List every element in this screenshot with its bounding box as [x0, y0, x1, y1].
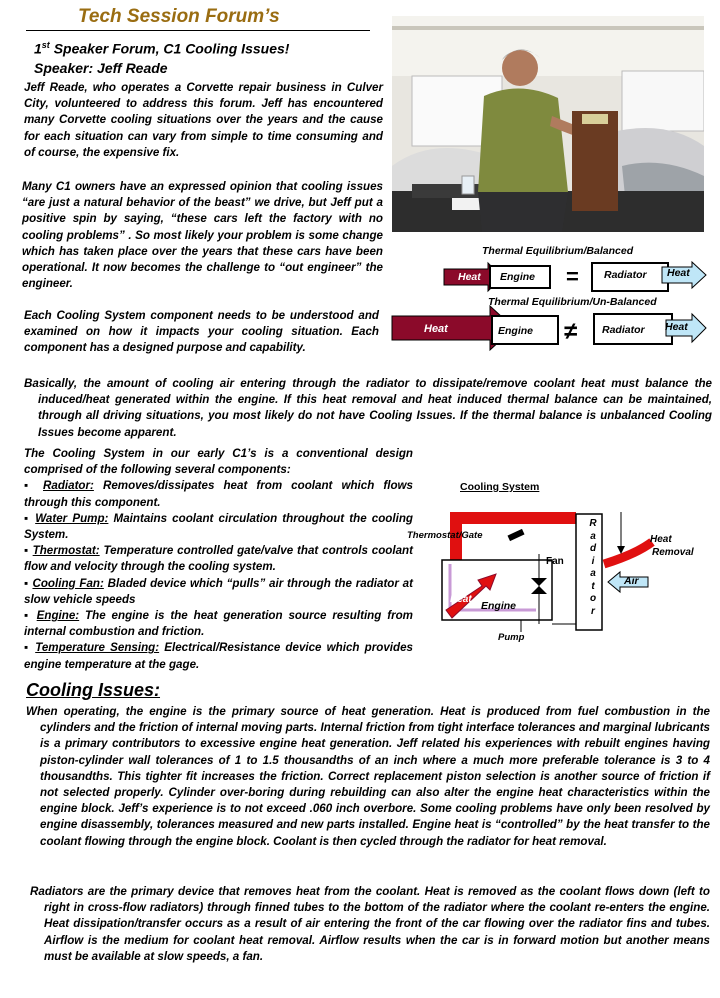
bullet: ▪ — [24, 641, 36, 655]
component-description: Temperature controlled gate/valve that controls coolant flow and velocity through the cooling system. — [24, 544, 413, 574]
component-description: Maintains coolant circulation throughout the cooling System. — [24, 511, 413, 542]
radiator-letter: R — [589, 518, 597, 529]
component-term: Engine: — [36, 609, 80, 623]
intro-paragraph-3: Each Cooling System component needs to be understood and examined on how it impacts your cooling situation. Each component has a designed purpose and capability. — [24, 309, 379, 355]
radiator-letter: a — [590, 530, 596, 542]
unbalanced-heat-label: Heat — [424, 323, 448, 335]
component-description: Removes/dissipates heat from coolant which flows through this component. — [24, 479, 413, 509]
balanced-heat-out-label: Heat — [667, 267, 690, 279]
component-description: Electrical/Resistance device which provides engine temperature at the gage. — [24, 641, 413, 671]
component-item — [24, 576, 413, 608]
component-item — [24, 608, 413, 640]
diagram-engine-label: Engine — [481, 600, 517, 612]
bullet: ▪ — [24, 511, 36, 525]
radiator-letter: a — [590, 568, 596, 579]
component-term: Radiator: — [43, 479, 94, 493]
component-term: Temperature Sensing: — [35, 641, 160, 655]
component-term: Cooling Fan: — [32, 576, 104, 590]
heat-removal-label-1: Heat — [650, 534, 672, 545]
air-label: Air — [624, 575, 639, 587]
component-term: Water Pump: — [35, 511, 109, 525]
not-equals-sign: ≠ — [564, 318, 578, 345]
component-description: Bladed device which “pulls” air through the radiator at slow vehicle speeds — [24, 576, 413, 606]
balanced-engine-label: Engine — [500, 271, 536, 283]
forum-subtitle: 1st Speaker Forum, C1 Cooling Issues! — [34, 40, 290, 57]
balanced-radiator-label: Radiator — [604, 269, 647, 281]
component-item — [24, 511, 413, 543]
radiator-letter: o — [589, 593, 597, 604]
radiator-letter: i — [591, 555, 595, 567]
unbalanced-engine-label: Engine — [498, 325, 534, 337]
diagram-heat-label: Heat — [450, 594, 472, 605]
cooling-system-diagram — [416, 494, 716, 650]
cooling-issues-title: Cooling Issues: — [26, 680, 161, 700]
fan-label: Fan — [546, 556, 564, 567]
components-intro: The Cooling System in our early C1’s is a conventional design comprised of the following several components: — [24, 447, 413, 477]
component-description: The engine is the heat generation source resulting from internal combustion and friction. — [24, 609, 413, 639]
title-underline — [26, 30, 370, 31]
unbalanced-title: Thermal Equilibrium/Un-Balanced — [488, 296, 657, 308]
thermostat-label: Thermostat/Gate — [407, 530, 483, 541]
radiator-letter: d — [589, 543, 597, 554]
radiator-label — [580, 518, 606, 618]
component-item — [24, 478, 413, 510]
cooling-issues-paragraph-1: When operating, the engine is the primary source of heat generation. Heat is produced from fuel combustion in the cylinders and the friction of internal moving parts. Internal friction from tight interface tolerances and marginal lubricants is a primary contributors to excessive engine heat generation. Jeff related his experiences with rebuilt engines having piston-cylinder wall tolerances of 1 to 1.5 thousandths of an inch where a much more preferable tolerance is 3 to 4 thousandths. This tighter fit increases the friction. Correct replacement piston selection is another source of friction if not selected properly. Cylinder over-boring during rebuilding can also alter the engine heat characteristics within the engine block. Jeff’s experience is to not exceed .060 inch overbore. Some cooling problems have only been resolved by engine disassembly, tolerances measured and new parts installed. Engine heat is “controlled” by the heat transfer to the coolant flowing through the engine block. Coolant is then cycled through the radiator for heat removal. — [26, 705, 710, 848]
bullet: ▪ — [24, 609, 37, 623]
balanced-heat-label: Heat — [458, 271, 481, 283]
components-section — [24, 446, 413, 673]
heat-removal-label-2: Removal — [652, 547, 694, 558]
intro-paragraph-1: Jeff Reade, who operates a Corvette repair business in Culver City, volunteered to address this forum. Jeff has encountered many Corvette cooling situations over the years and the cause for each situation can vary from simple to time consuming and of course, the expensive fix. — [24, 81, 383, 159]
bullet: ▪ — [24, 544, 33, 558]
unbalanced-heat-out-label: Heat — [665, 321, 688, 333]
balance-paragraph: Basically, the amount of cooling air entering through the radiator to dissipate/remove coolant heat must balance the induced/heat generated within the engine. If this heat removal and heat induced thermal balance can be maintained, through all driving situations, you most likely do not have Cooling Issues. If the thermal balance is unbalanced Cooling Issues become apparent. — [24, 377, 712, 439]
pump-label: Pump — [498, 632, 525, 643]
page-title: Tech Session Forum’s — [78, 6, 280, 27]
cooling-system-title: Cooling System — [460, 481, 540, 493]
speaker-photo — [392, 16, 704, 232]
component-item — [24, 543, 413, 575]
components-list — [24, 478, 413, 672]
speaker-line: Speaker: Jeff Reade — [34, 60, 168, 76]
intro-paragraph-2: Many C1 owners have an expressed opinion that cooling issues “are just a natural behavior of the beast” we drive, but Jeff put a positive spin by saying, “these cars left the factory with no cooling problems” . So most likely your problem is some change which has taken place over the years that these cars have been operational. It now becomes the challenge to “out engineer” the engineer. — [22, 180, 383, 291]
equals-sign: = — [566, 264, 579, 289]
radiator-letter: t — [591, 580, 595, 592]
radiator-letter: r — [591, 605, 595, 617]
bullet: ▪ — [24, 479, 43, 493]
component-item — [24, 640, 413, 672]
bullet: ▪ — [24, 576, 33, 590]
component-term: Thermostat: — [32, 544, 100, 558]
cooling-issues-paragraph-2: Radiators are the primary device that removes heat from the coolant. Heat is removed as the coolant flows down (left to right in cross-flow radiators) through finned tubes to the bottom of the radiator where the coolant re-enters the engine. Heat dissipation/transfer occurs as a result of air entering the front of the car flowing over the radiator fins and tubes. Airflow is the medium for coolant heat removal. Airflow results when the car is in forward motion but another means must be available at slow speeds, a fan. — [30, 885, 710, 963]
balanced-title: Thermal Equilibrium/Balanced — [482, 245, 634, 257]
unbalanced-radiator-label: Radiator — [602, 324, 645, 336]
